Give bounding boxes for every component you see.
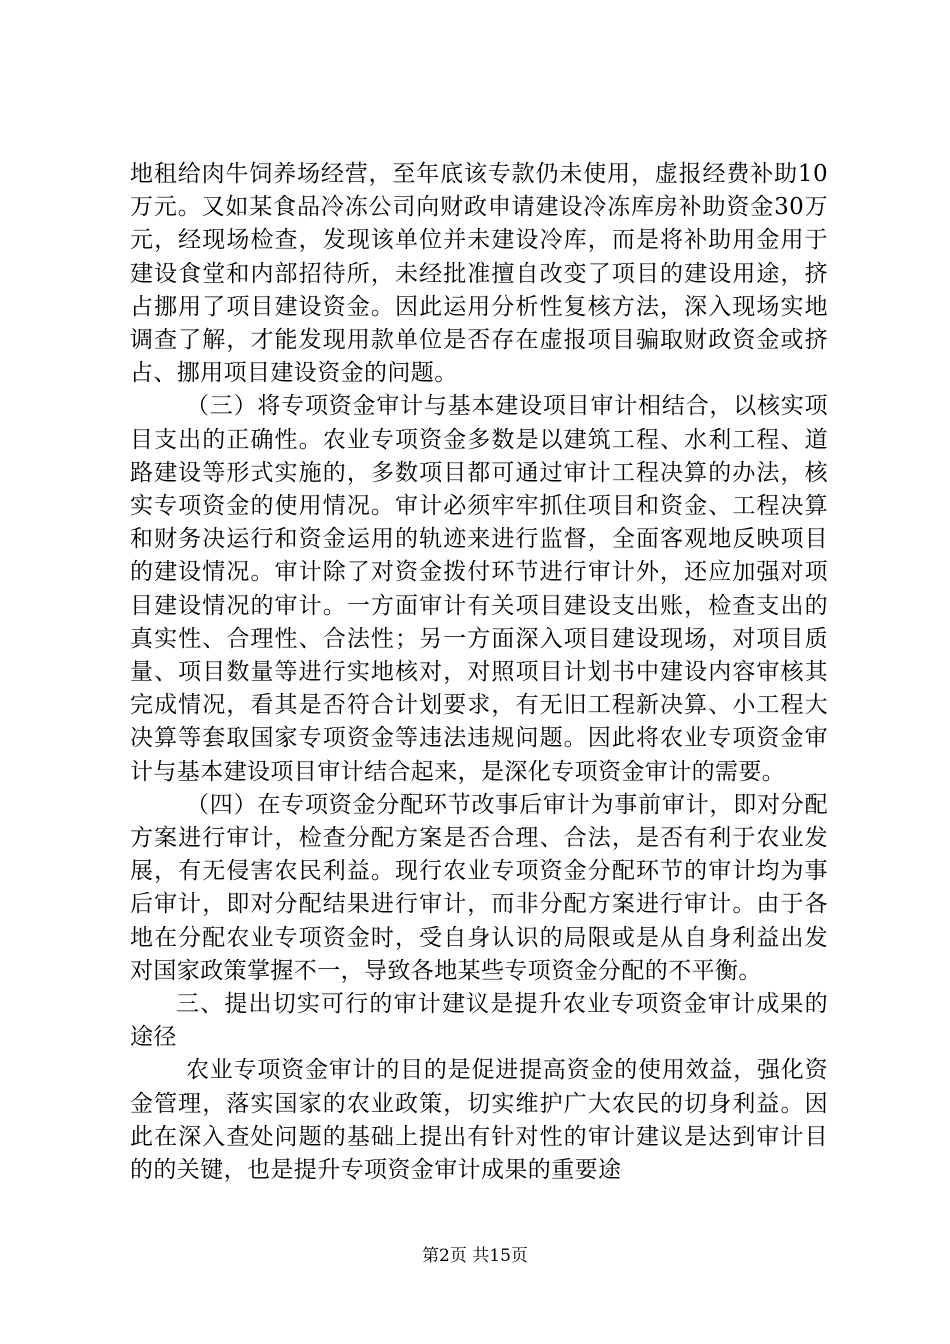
paragraph-continuation: 地租给肉牛饲养场经营，至年底该专款仍未使用，虚报经费补助10万元。又如某食品冷冻公司向财政申请建设冷冻库房补助资金30万元，经现场检查，发现该单位并未建设冷库，而是将补助用金用于建设食堂和内部招待所，未经批准擅自改变了项目的建设用途，挤占挪用了项目建设资金。因此运用分析性复核方法，深入现场实地调查了解，才能发现用款单位是否存在虚报项目骗取财政资金或挤占、挪用项目建设资金的问题。 — [130, 161, 828, 387]
paragraph-audit-purpose: 农业专项资金审计的目的是促进提高资金的使用效益，强化资金管理，落实国家的农业政策，切实维护广大农民的切身利益。因此在深入查处问题的基础上提出有针对性的审计建议是达到审计目的的关键，也是提升专项资金审计成果的重要途 — [130, 1057, 828, 1184]
page-footer: 第2页 共15页 — [422, 1246, 528, 1266]
paragraph-section-three: （三）将专项资金审计与基本建设项目审计相结合，以核实项目支出的正确性。农业专项资金多数是以建筑工程、水利工程、道路建设等形式实施的，多数项目都可通过审计工程决算的办法，核实专项资金的使用情况。审计必须牢牢抓住项目和资金、工程决算和财务决运行和资金运用的轨迹来进行监督，全面客观地反映项目的建设情况。审计除了对资金拨付环节进行审计外，还应加强对项目建设情况的审计。一方面审计有关项目建设支出账，检查支出的真实性、合理性、合法性；另一方面深入项目建设现场，对项目质量、项目数量等进行实地核对，对照项目计划书中建设内容审核其完成情况，看其是否符合计划要求，有无旧工程新决算、小工程大决算等套取国家专项资金等违法违规问题。因此将农业专项资金审计与基本建设项目审计结合起来，是深化专项资金审计的需要。 — [130, 393, 828, 785]
section-heading-three: 三、提出切实可行的审计建议是提升农业专项资金审计成果的途径 — [130, 991, 828, 1051]
document-body — [130, 158, 828, 1187]
paragraph-section-four: （四）在专项资金分配环节改事后审计为事前审计，即对分配方案进行审计，检查分配方案是否合理、合法，是否有利于农业发展，有无侵害农民利益。现行农业专项资金分配环节的审计均为事后审计，即对分配结果进行审计，而非分配方案进行审计。由于各地在分配农业专项资金时，受自身认识的局限或是从自身利益出发对国家政策掌握不一，导致各地某些专项资金分配的不平衡。 — [130, 791, 828, 984]
